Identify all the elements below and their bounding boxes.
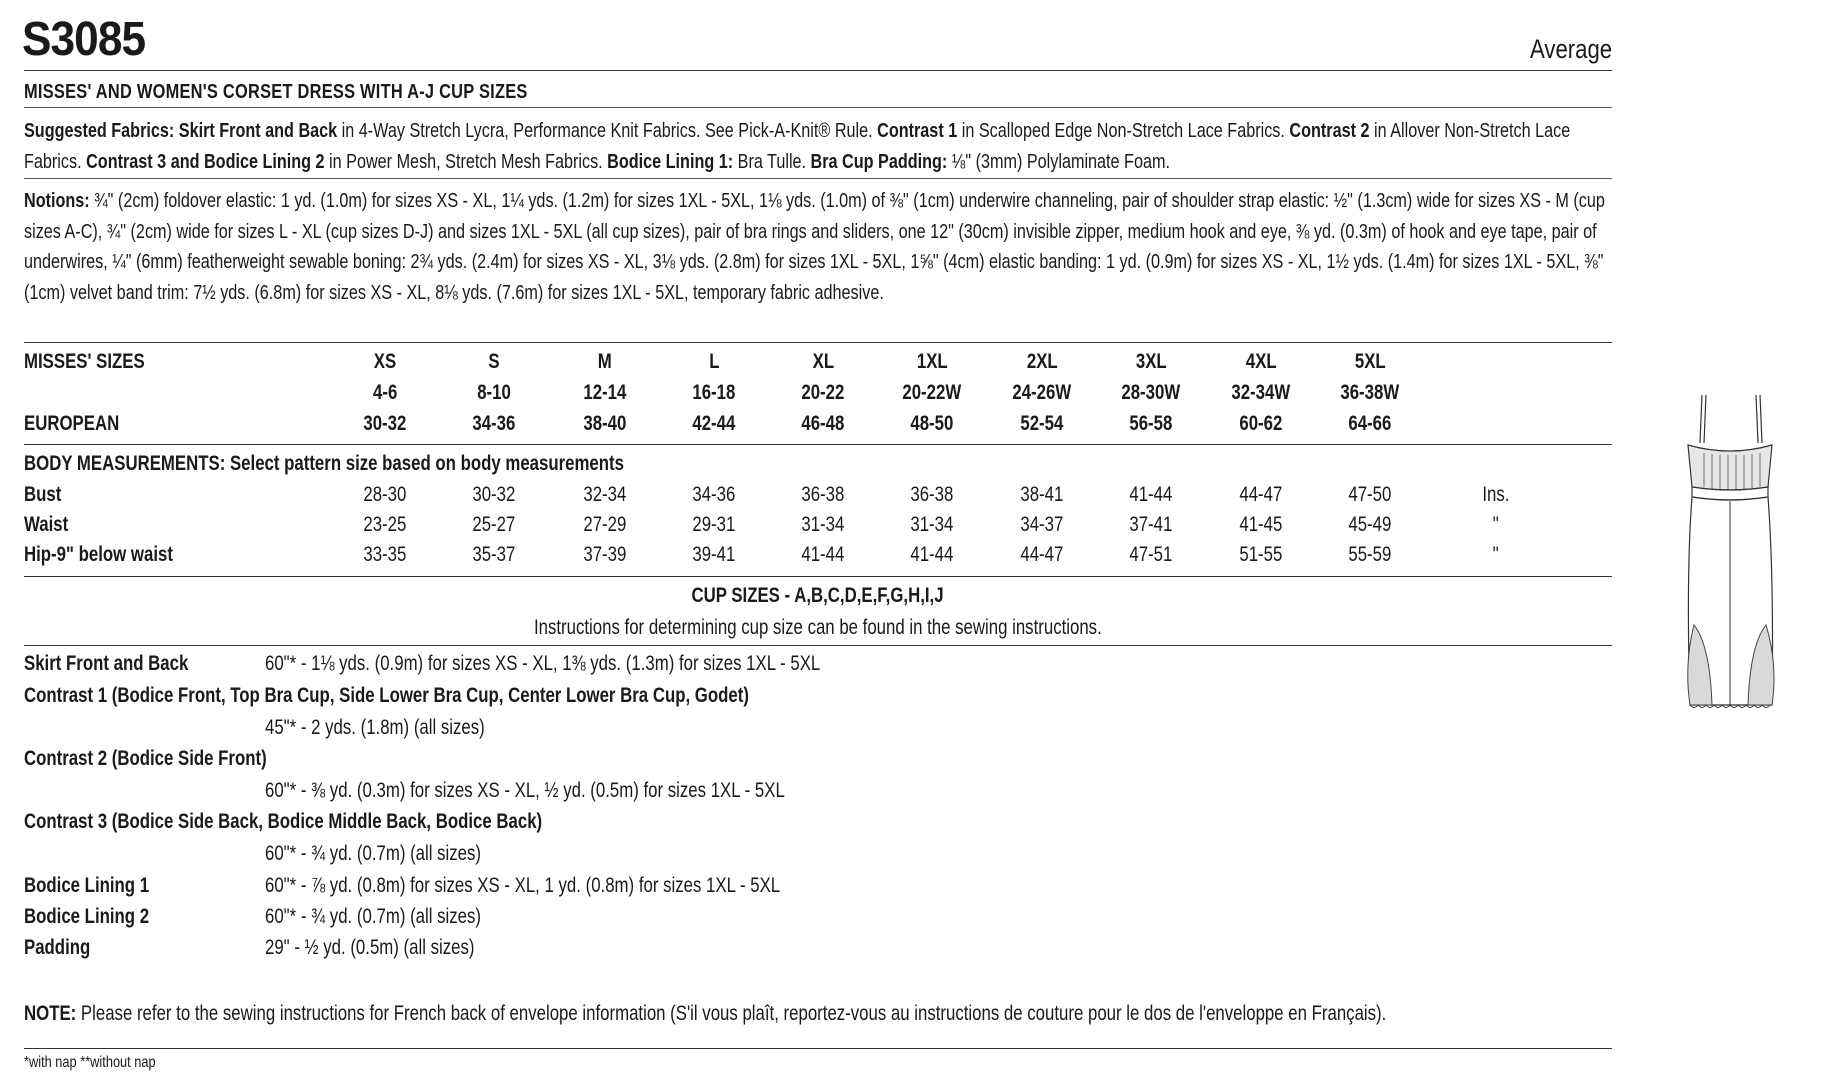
divider: [24, 1048, 1612, 1049]
size-letter: 4XL: [1245, 350, 1277, 373]
european-size: 38-40: [583, 412, 627, 435]
european-size: 48-50: [910, 412, 954, 435]
measurement-label: Bust: [24, 483, 62, 506]
size-number: 4-6: [372, 381, 398, 404]
notions: Notions: ¾" (2cm) foldover elastic: 1 yd. (1.0m) for sizes XS - XL, 1¼ yds. (1.2m) for sizes 1XL - 5XL, 1⅛ yds. (1.0m) of ⅜" (1cm) underwire channeling, pair of shoulder strap elastic: ½" (1.3cm) wide for sizes XS - M (cup sizes A-C), ¾" (2cm) wide for sizes L - XL (cup sizes D-J) and sizes 1XL - 5XL (all cup sizes), pair of bra rings and sliders, one 12" (30cm) invisible zipper, medium hook and eye, ⅜ yd. (0.3m) of hook and eye tape, pair of underwires, ¼" (6mm) featherweight sewable boning: 2¾ yds. (2.4m) for sizes XS - XL, 3⅛ yds. (2.8m) for sizes 1XL - 5XL, 1⅝" (4cm) elastic banding: 1 yd. (0.9m) for sizes XS - XL, 1½ yds. (1.4m) for sizes 1XL - 5XL, ⅜" (1cm) velvet band trim: 7½ yds. (6.8m) for sizes XS - XL, 8⅛ yds. (7.6m) for sizes 1XL - 5XL, temporary fabric adhesive.: [24, 189, 1605, 304]
measurement-value: 27-29: [583, 513, 627, 536]
size-letter: 2XL: [1026, 350, 1058, 373]
measurement-value: 44-47: [1020, 543, 1064, 566]
divider: [24, 107, 1612, 108]
yardage-value: 60"* - ¾ yd. (0.7m) (all sizes): [265, 905, 482, 928]
corset-dress-back-view-icon: [1660, 375, 1800, 735]
measurement-value: 37-39: [583, 543, 627, 566]
size-letter: L: [708, 350, 720, 373]
yardage-value: 60"* - ⅜ yd. (0.3m) for sizes XS - XL, ½ yd. (0.5m) for sizes 1XL - 5XL: [265, 779, 785, 802]
notions-label: Notions:: [24, 189, 90, 212]
measurement-value: 41-44: [910, 543, 954, 566]
measurement-value: 55-59: [1348, 543, 1392, 566]
european-label: EUROPEAN: [24, 412, 120, 435]
size-number: 24-26W: [1012, 381, 1072, 404]
size-letter: 5XL: [1354, 350, 1386, 373]
measurement-value: 33-35: [363, 543, 407, 566]
divider: [24, 178, 1612, 179]
measurement-label: Hip-9" below waist: [24, 543, 173, 566]
size-number: 28-30W: [1121, 381, 1181, 404]
measurement-value: 45-49: [1348, 513, 1392, 536]
size-letter: 3XL: [1135, 350, 1167, 373]
yardage-label: Bodice Lining 1: [24, 874, 150, 897]
misses-sizes-label: MISSES' SIZES: [24, 350, 145, 373]
size-letter: M: [598, 350, 612, 373]
european-size: 34-36: [472, 412, 516, 435]
body-measurements-heading: BODY MEASUREMENTS: Select pattern size based on body measurements: [24, 452, 624, 475]
size-number: 20-22W: [902, 381, 962, 404]
measurement-value: 34-36: [692, 483, 736, 506]
european-size: 30-32: [363, 412, 407, 435]
measurement-value: 31-34: [910, 513, 954, 536]
footnote: *with nap **without nap: [24, 1054, 156, 1071]
measurement-unit: Ins.: [1482, 483, 1510, 506]
size-number: 8-10: [477, 381, 511, 404]
size-number: 36-38W: [1340, 381, 1400, 404]
measurement-value: 41-44: [801, 543, 845, 566]
measurement-unit: ": [1493, 543, 1499, 566]
divider: [24, 645, 1612, 646]
suggested-fabrics: Suggested Fabrics: Skirt Front and Back in 4-Way Stretch Lycra, Performance Knit Fabrics. See Pick-A-Knit® Rule. Contrast 1 in Scalloped Edge Non-Stretch Lace Fabrics. Contrast 2 in Allover Non-Stretch Lace Fabrics. Contrast 3 and Bodice Lining 2 in Power Mesh, Stretch Mesh Fabrics. Bodice Lining 1: Bra Tulle. Bra Cup Padding: ⅛" (3mm) Polylaminate Foam.: [24, 119, 1571, 173]
size-number: 32-34W: [1231, 381, 1291, 404]
divider: [24, 576, 1612, 577]
french-note: NOTE: Please refer to the sewing instructions for French back of envelope information (S'il vous plaît, reportez-vous au instructions de couture pour le dos de l'enveloppe en Français).: [24, 1002, 1387, 1025]
european-size: 56-58: [1129, 412, 1173, 435]
measurement-value: 32-34: [583, 483, 627, 506]
measurement-unit: ": [1493, 513, 1499, 536]
measurement-value: 41-45: [1239, 513, 1283, 536]
size-letter: S: [488, 350, 500, 373]
size-number: 12-14: [583, 381, 627, 404]
yardage-value: 45"* - 2 yds. (1.8m) (all sizes): [265, 716, 485, 739]
measurement-value: 39-41: [692, 543, 736, 566]
yardage-label: Contrast 3 (Bodice Side Back, Bodice Middle Back, Bodice Back): [24, 810, 543, 833]
measurement-label: Waist: [24, 513, 69, 536]
measurement-value: 38-41: [1020, 483, 1064, 506]
cup-sizes-note: Instructions for determining cup size can be found in the sewing instructions.: [534, 616, 1102, 639]
fit-label: Average: [1529, 34, 1612, 64]
cup-sizes-title: CUP SIZES - A,B,C,D,E,F,G,H,I,J: [691, 584, 945, 607]
yardage-label: Padding: [24, 936, 91, 959]
size-number: 16-18: [692, 381, 736, 404]
measurement-value: 36-38: [910, 483, 954, 506]
european-size: 60-62: [1239, 412, 1283, 435]
measurement-value: 30-32: [472, 483, 516, 506]
measurement-value: 28-30: [363, 483, 407, 506]
yardage-value: 60"* - ⅞ yd. (0.8m) for sizes XS - XL, 1 yd. (0.8m) for sizes 1XL - 5XL: [265, 874, 781, 897]
divider: [24, 444, 1612, 445]
measurement-value: 34-37: [1020, 513, 1064, 536]
divider: [24, 70, 1612, 71]
size-letter: XS: [373, 350, 397, 373]
size-letter: 1XL: [916, 350, 948, 373]
european-size: 42-44: [692, 412, 736, 435]
european-size: 46-48: [801, 412, 845, 435]
yardage-value: 29" - ½ yd. (0.5m) (all sizes): [265, 936, 475, 959]
measurement-value: 35-37: [472, 543, 516, 566]
measurement-value: 51-55: [1239, 543, 1283, 566]
yardage-label: Skirt Front and Back: [24, 652, 189, 675]
european-size: 64-66: [1348, 412, 1392, 435]
measurement-value: 47-51: [1129, 543, 1173, 566]
yardage-label: Bodice Lining 2: [24, 905, 150, 928]
measurement-value: 25-27: [472, 513, 516, 536]
size-number: 20-22: [801, 381, 845, 404]
measurement-value: 41-44: [1129, 483, 1173, 506]
pattern-number: S3085: [22, 13, 146, 66]
yardage-value: 60"* - 1⅛ yds. (0.9m) for sizes XS - XL, 1⅜ yds. (1.3m) for sizes 1XL - 5XL: [265, 652, 821, 675]
measurement-value: 47-50: [1348, 483, 1392, 506]
fabrics-label: Suggested Fabrics: Skirt Front and Back: [24, 119, 338, 142]
pattern-description: MISSES' AND WOMEN'S CORSET DRESS WITH A-J CUP SIZES: [24, 81, 528, 103]
yardage-label: Contrast 2 (Bodice Side Front): [24, 747, 267, 770]
measurement-value: 23-25: [363, 513, 407, 536]
divider: [24, 342, 1612, 343]
measurement-value: 29-31: [692, 513, 736, 536]
european-size: 52-54: [1020, 412, 1064, 435]
yardage-value: 60"* - ¾ yd. (0.7m) (all sizes): [265, 842, 482, 865]
measurement-value: 44-47: [1239, 483, 1283, 506]
size-letter: XL: [812, 350, 834, 373]
measurement-value: 37-41: [1129, 513, 1173, 536]
measurement-value: 36-38: [801, 483, 845, 506]
measurement-value: 31-34: [801, 513, 845, 536]
yardage-label: Contrast 1 (Bodice Front, Top Bra Cup, Side Lower Bra Cup, Center Lower Bra Cup, Godet): [24, 684, 749, 707]
